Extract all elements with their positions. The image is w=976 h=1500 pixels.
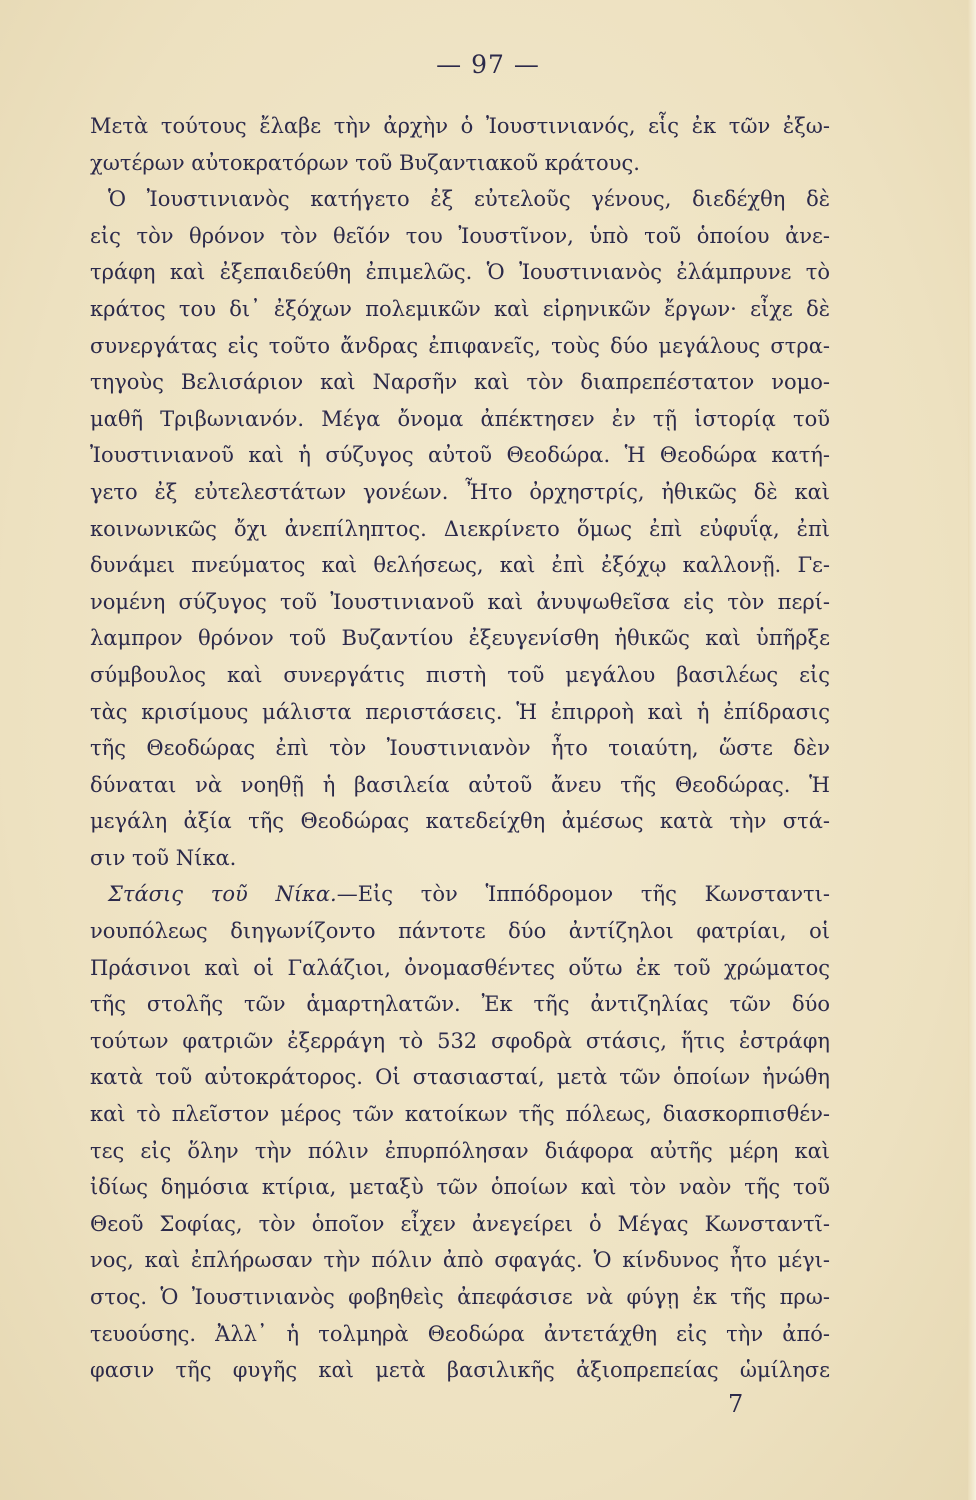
text-line: ἰδίως δημόσια κτίρια, μεταξὺ τῶν ὁποίων καὶ τὸν ναὸν τῆς τοῦ xyxy=(90,1175,830,1200)
text-line: κατὰ τοῦ αὐτοκράτορος. Οἱ στασιασταί, μετὰ τῶν ὁποίων ἠνώθη xyxy=(90,1065,830,1090)
text-line: τηγοὺς Βελισάριον καὶ Ναρσῆν καὶ τὸν διαπρεπέστατον νομο- xyxy=(90,370,830,395)
text-line: στος. Ὁ Ἰουστινιανὸς φοβηθεὶς ἀπεφάσισε νὰ φύγῃ ἐκ τῆς πρω- xyxy=(90,1285,830,1309)
body-text xyxy=(90,108,830,1389)
text-line: νος, καὶ ἐπλήρωσαν τὴν πόλιν ἀπὸ σφαγάς. Ὁ κίνδυνος ἦτο μέγι- xyxy=(90,1248,830,1273)
text-line: τὰς κρισίμους μάλιστα περιστάσεις. Ἡ ἐπιρροὴ καὶ ἡ ἐπίδρασις xyxy=(90,699,830,724)
text-line: μεγάλη ἀξία τῆς Θεοδώρας κατεδείχθη ἀμέσως κατὰ τὴν στά- xyxy=(90,809,830,834)
text-line: κράτος του δι᾽ ἐξόχων πολεμικῶν καὶ εἰρηνικῶν ἔργων· εἶχε δὲ xyxy=(90,296,830,321)
text-line: εἰς τὸν θρόνον τὸν θεῖόν του Ἰουστῖνον, ὑπὸ τοῦ ὁποίου ἀνε- xyxy=(90,223,830,248)
text-line: Ὁ Ἰουστινιανὸς κατήγετο ἐξ εὐτελοῦς γένους, διεδέχθη δὲ xyxy=(108,187,830,212)
text-line: τῆς στολῆς τῶν ἁμαρτηλατῶν. Ἐκ τῆς ἀντιζηλίας τῶν δύο xyxy=(90,992,830,1017)
text-line: τράφη καὶ ἐξεπαιδεύθη ἐπιμελῶς. Ὁ Ἰουστινιανὸς ἐλάμπρυνε τὸ xyxy=(90,260,830,285)
text-line: δυνάμει πνεύματος καὶ θελήσεως, καὶ ἐπὶ ἐξόχῳ καλλονῇ. Γε- xyxy=(90,553,830,578)
text-line: Μετὰ τούτους ἔλαβε τὴν ἀρχὴν ὁ Ἰουστινιανός, εἷς ἐκ τῶν ἐξω- xyxy=(90,114,830,138)
page-edge xyxy=(968,0,976,1500)
text-line: συνεργάτας εἰς τοῦτο ἄνδρας ἐπιφανεῖς, τοὺς δύο μεγάλους στρα- xyxy=(90,333,830,358)
text-line: Πράσινοι καὶ οἱ Γαλάζιοι, ὀνομασθέντες οὕτω ἐκ τοῦ χρώματος xyxy=(90,955,830,980)
text-line: χωτέρων αὐτοκρατόρων τοῦ Βυζαντιακοῦ κράτους. xyxy=(90,150,640,175)
text-line: νομένη σύζυγος τοῦ Ἰουστινιανοῦ καὶ ἀνυψωθεῖσα εἰς τὸν περί- xyxy=(90,589,830,614)
text-line: δύναται νὰ νοηθῇ ἡ βασιλεία αὐτοῦ ἄνευ τῆς Θεοδώρας. Ἡ xyxy=(90,772,830,797)
text-line: γετο ἐξ εὐτελεστάτων γονέων. Ἦτο ὀρχηστρίς, ἠθικῶς δὲ καὶ xyxy=(90,479,830,504)
text-line: Θεοῦ Σοφίας, τὸν ὁποῖον εἶχεν ἀνεγείρει ὁ Μέγας Κωνσταντῖ- xyxy=(90,1211,830,1236)
text-line: καὶ τὸ πλεῖστον μέρος τῶν κατοίκων τῆς πόλεως, διασκορπισθέν- xyxy=(90,1102,830,1127)
signature-mark: 7 xyxy=(728,1390,744,1418)
text-line-section-heading: Στάσις τοῦ Νίκα.—Εἰς τὸν Ἱππόδρομον τῆς Κωνσταντι- xyxy=(108,882,830,907)
text-line: σύμβουλος καὶ συνεργάτις πιστὴ τοῦ μεγάλου βασιλέως εἰς xyxy=(90,662,830,687)
section-heading: Στάσις τοῦ Νίκα. xyxy=(108,882,337,907)
text-line: κοινωνικῶς ὄχι ἀνεπίληπτος. Διεκρίνετο ὅμως ἐπὶ εὐφυΐᾳ, ἐπὶ xyxy=(90,516,830,541)
text-line: νουπόλεως διηγωνίζοντο πάντοτε δύο ἀντίζηλοι φατρίαι, οἱ xyxy=(90,919,830,944)
text-line: μαθῆ Τριβωνιανόν. Μέγα ὄνομα ἀπέκτησεν ἐν τῇ ἱστορίᾳ τοῦ xyxy=(90,406,830,431)
text-line: τούτων φατριῶν ἐξερράγη τὸ 532 σφοδρὰ στάσις, ἥτις ἐστράφη xyxy=(90,1028,830,1053)
text-line: τῆς Θεοδώρας ἐπὶ τὸν Ἰουστινιανὸν ἦτο τοιαύτη, ὥστε δὲν xyxy=(90,736,830,761)
text-line: λαμπρον θρόνον τοῦ Βυζαντίου ἐξευγενίσθη ἠθικῶς καὶ ὑπῆρξε xyxy=(90,626,830,651)
text-line: σιν τοῦ Νίκα. xyxy=(90,845,237,870)
text-line: φασιν τῆς φυγῆς καὶ μετὰ βασιλικῆς ἀξιοπρεπείας ὡμίλησε xyxy=(90,1358,830,1383)
text-line: τες εἰς ὅλην τὴν πόλιν ἐπυρπόλησαν διάφορα αὐτῆς μέρη καὶ xyxy=(90,1138,830,1163)
text-line: τευούσης. Ἀλλ᾽ ἡ τολμηρὰ Θεοδώρα ἀντετάχθη εἰς τὴν ἀπό- xyxy=(90,1321,830,1346)
page-number: — 97 — xyxy=(436,50,540,79)
text-line: Ἰουστινιανοῦ καὶ ἡ σύζυγος αὐτοῦ Θεοδώρα. Ἡ Θεοδώρα κατή- xyxy=(90,443,830,468)
